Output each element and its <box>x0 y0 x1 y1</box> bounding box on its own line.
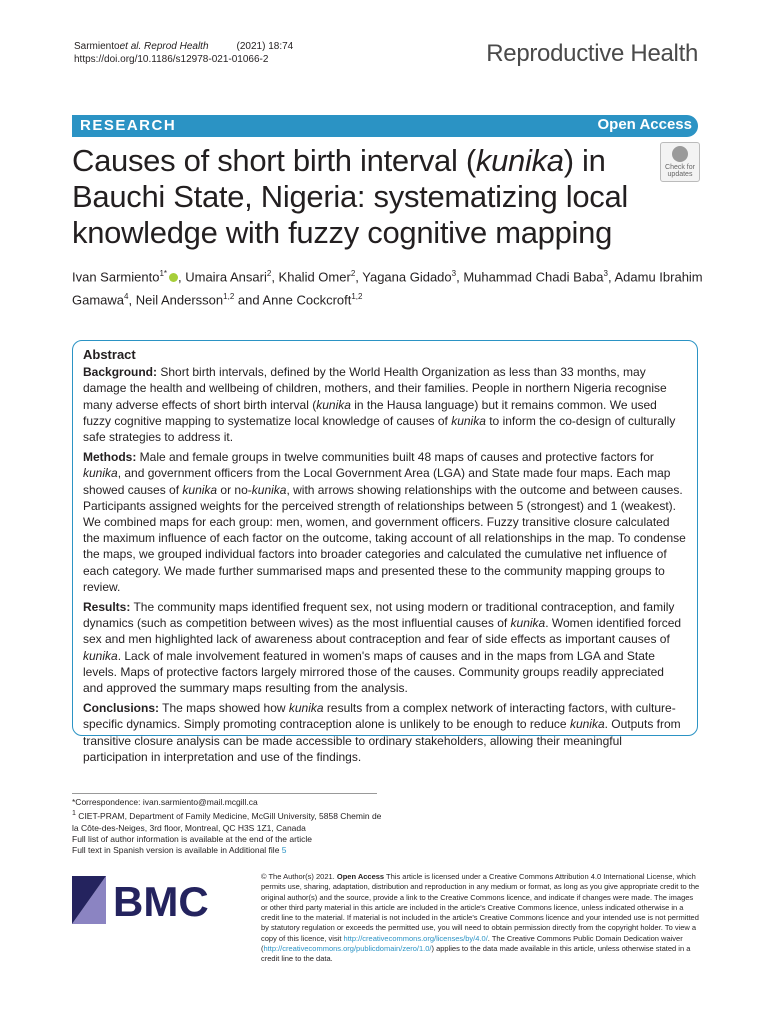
badge-line2: updates <box>667 171 693 178</box>
author-sup: 2 <box>266 269 272 278</box>
license-body: ) applies to the data made available in this article, unless otherwise stated in a credit line to the data. <box>261 944 691 964</box>
italic-term: kunika <box>451 413 486 428</box>
background-text: to inform the co-design of culturally safe strategies to address it. <box>83 413 676 445</box>
abstract-heading: Abstract <box>83 347 136 362</box>
author[interactable]: , Umaira Ansari <box>178 269 267 285</box>
methods-text: , with arrows showing relationships with the outcome and between causes. Participants assigned weights for the perceived strength of relationships between 5 (strongest) and 1 (weakest). We combined maps for each group: men, women, and government officers. Fuzzy transitive closure calculated the maximum influence of each factor on the outcome, taking account of all relationships in the map. To condense the maps, we grouped individual factors into broader categories and calculated the cumulative net influence of each category. We made further summarised maps and presented these to the community mapping groups to review. <box>83 482 686 594</box>
author[interactable]: , Neil Andersson <box>128 292 224 308</box>
methods-label: Methods: <box>83 450 137 465</box>
author-sup: 3 <box>451 269 457 278</box>
journal-name: Reproductive Health <box>486 40 698 67</box>
background-text: in the Hausa language) but it remains common. We used fuzzy cognitive mapping to systematize local knowledge of causes of <box>83 397 657 428</box>
italic-term: kunika <box>288 701 324 716</box>
methods-text: Male and female groups in twelve communities built 48 maps of causes and protective factors for <box>136 450 654 465</box>
spanish-text: Full text in Spanish version is available in Additional file <box>72 845 282 856</box>
author[interactable]: and Anne Cockcroft <box>234 292 352 308</box>
conclusions-label: Conclusions: <box>83 701 160 716</box>
italic-term: kunika <box>83 648 118 663</box>
affiliation <box>72 808 382 834</box>
abstract-methods <box>83 449 687 595</box>
bmc-logo <box>72 876 217 924</box>
section-banner <box>72 115 698 137</box>
results-text: . Women identified forced sex and men highlighted lack of awareness about contraception and fear of side effects as important causes of <box>83 616 682 647</box>
title-part2: ) in Bauchi State, Nigeria: systematizing local knowledge with fuzzy cognitive mapping <box>72 143 628 250</box>
author-sup: 4 <box>124 292 129 302</box>
footnotes <box>72 797 382 857</box>
author-sup: 3 <box>603 269 608 278</box>
italic-term: kunika <box>83 466 118 481</box>
affil-sup: 1 <box>72 809 76 818</box>
title-part1: Causes of short birth interval ( <box>72 143 476 178</box>
cc-zero-link[interactable]: http://creativecommons.org/publicdomain/zero/1.0/ <box>263 944 432 954</box>
conclusions-text: results from a complex network of interacting factors, with culture-specific dynamics. Simply promoting contraception alone is unlikely to be enough to reduce <box>83 701 676 732</box>
conclusions-text: The maps showed how <box>159 701 289 716</box>
italic-term: kunika <box>251 482 287 497</box>
copyright: © The Author(s) 2021. <box>261 872 337 881</box>
citation-year: (2021) 18:74 <box>236 41 294 52</box>
title-italic: kunika <box>475 143 564 178</box>
italic-term: kunika <box>510 616 546 631</box>
author[interactable]: , Yagana Gidado <box>355 269 452 285</box>
italic-term: kunika <box>316 397 351 412</box>
author-sup: 2 <box>350 269 356 278</box>
article-title <box>72 143 657 251</box>
author[interactable]: , Khalid Omer <box>271 269 351 285</box>
badge-line1: Check for <box>665 164 695 171</box>
affil-text: CIET-PRAM, Department of Family Medicine, McGill University, 5858 Chemin de la Côte-des-Neiges, 3rd floor, Montreal, QC H3S 1Z1, Canada <box>72 811 382 833</box>
abstract-conclusions <box>83 700 687 765</box>
logo-text: BMC <box>113 878 209 924</box>
additional-file-link[interactable]: 5 <box>281 845 287 856</box>
author-sup: 1,2 <box>351 292 363 302</box>
citation-journal-abbrev: et al. Reprod Health <box>119 41 209 52</box>
background-text: Short birth intervals, defined by the World Health Organization as less than 33 months, may damage the health and wellbeing of children, mothers, and their families. People in northern Nigeria recognise many adverse effects of short birth interval ( <box>83 365 667 412</box>
author[interactable]: Ivan Sarmiento <box>72 269 160 285</box>
license-oa: Open Access <box>336 872 385 881</box>
license-body: This article is licensed under a Creative Commons Attribution 4.0 International License, which permits use, sharing, adaptation, distribution and reproduction in any medium or format, as long as you give appropriate credit to the original author(s) and the source, provide a link to the Creative Commons licence, and indicate if changes were made. The images or other third party material in this article are included in the article's Creative Commons licence, unless indicated otherwise in a credit line to the material. If material is not included in the article's Creative Commons licence and your intended use is not permitted by statutory regulation or exceeds the permitted use, you will need to obtain permission directly from the copyright holder. To view a copy of this licence, visit <box>261 872 700 943</box>
italic-term: kunika <box>569 717 605 732</box>
footnote-divider <box>72 793 377 794</box>
conclusions-text: . Outputs from transitive closure analysis can be made accessible to ordinary stakeholders, allowing their meaningful participation in interpretation and use of the findings. <box>83 717 681 764</box>
author[interactable]: , Muhammad Chadi Baba <box>456 269 604 285</box>
license-text <box>261 872 701 965</box>
orcid-icon[interactable] <box>169 273 178 282</box>
results-text: . Lack of male involvement featured in women's maps of causes and in the maps from LGA and State levels. Maps of protective factors largely mirrored those of the causes. Community groups readily appreciated and approved the summary maps resulting from the analysis. <box>83 648 664 696</box>
results-label: Results: <box>83 600 131 615</box>
author-sup: 1,2 <box>223 292 235 302</box>
citation-header <box>74 40 293 66</box>
methods-text: , and government officers from the Local Government Area (LGA) and State made four maps. Each map showed causes of <box>83 466 671 497</box>
open-access-label: Open Access <box>597 116 692 133</box>
check-for-updates-badge[interactable] <box>660 142 700 182</box>
cc-by-link[interactable]: http://creativecommons.org/licenses/by/4.0/ <box>343 933 488 943</box>
background-label: Background: <box>83 365 158 380</box>
full-list-note: Full list of author information is available at the end of the article <box>72 834 313 845</box>
results-text: The community maps identified frequent sex, not using modern or traditional contraception, and family dynamics (such as competition between wives) as the most influential causes of <box>83 600 675 631</box>
abstract-box <box>72 340 698 764</box>
methods-text: or no- <box>217 482 252 497</box>
spanish-note <box>72 845 382 856</box>
check-updates-icon <box>672 146 688 162</box>
italic-term: kunika <box>182 482 218 497</box>
abstract-background <box>83 364 687 445</box>
author-list <box>72 264 712 311</box>
doi-link[interactable]: https://doi.org/10.1186/s12978-021-01066-2 <box>74 54 269 65</box>
citation-author: Sarmiento <box>74 41 120 52</box>
section-label: RESEARCH <box>80 117 177 134</box>
license-body: . The Creative Commons Public Domain Dedication waiver ( <box>261 933 683 954</box>
correspondence-email[interactable]: *Correspondence: ivan.sarmiento@mail.mcgill.ca <box>72 797 258 807</box>
abstract-results <box>83 599 687 696</box>
author[interactable]: , Adamu Ibrahim Gamawa <box>72 269 703 308</box>
author-sup: 1* <box>159 269 167 278</box>
